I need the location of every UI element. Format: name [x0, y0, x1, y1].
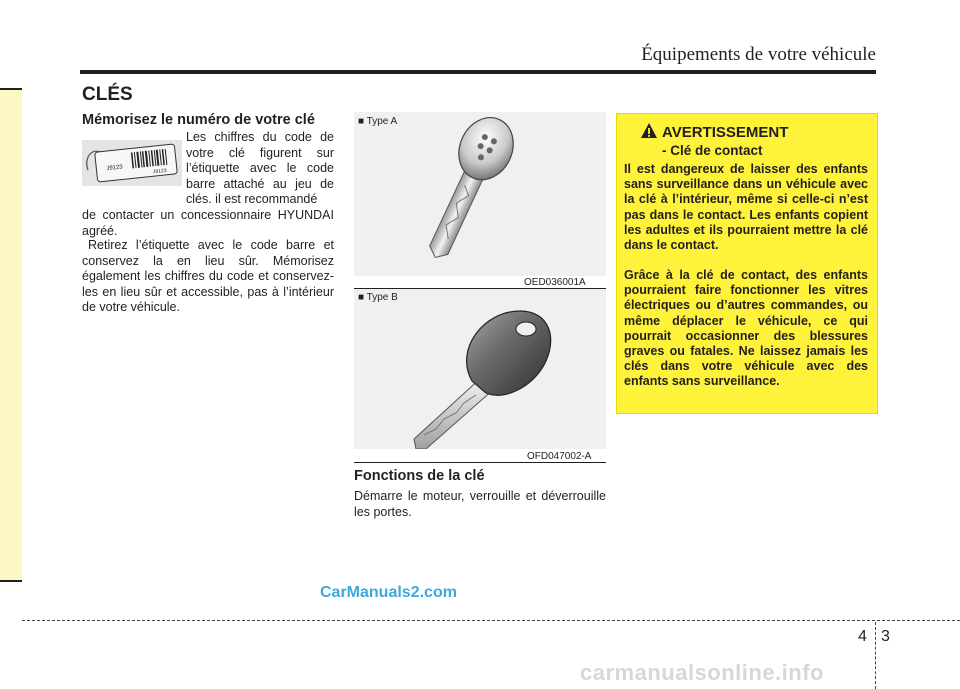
key-tag-illustration: [82, 140, 182, 186]
figure-type-a: [354, 112, 606, 276]
footer-dashed-rule: [22, 620, 960, 621]
figure-a-label: ■ Type A: [358, 116, 398, 127]
figure-b-rule: [354, 462, 606, 463]
page-number: 3: [881, 628, 890, 645]
key-type-a-illustration: [354, 112, 606, 276]
page-number-divider: [875, 622, 876, 689]
key-type-b-illustration: [354, 289, 606, 449]
key-functions-heading: Fonctions de la clé: [354, 468, 485, 484]
warning-title: AVERTISSEMENT: [662, 124, 789, 141]
warning-paragraph-1: Il est dangereux de laisser des enfants sans surveillance dans un véhicule avec la clé à l’intérieur, même si celle-ci n’est pas dans le contact. Les enfants copient les adultes et ils pourraient mettre la clé dans le contact.: [624, 162, 868, 253]
key-number-paragraph-2: Retirez l’étiquette avec le code barre et conservez la en lieu sûr. Mémorisez également les chiffres du code et conservez-les en lieu sûr et accessible, pas à l’intérieur de votre véhicule.: [82, 238, 334, 314]
key-number-paragraph-1a: Les chiffres du code de votre clé figurent sur l’étiquette avec le code barre attaché au jeu de clés. il est recommandé: [186, 130, 334, 206]
tag-code-right: J9123: [152, 167, 167, 176]
corner-mark-bottom: [0, 580, 22, 582]
warning-triangle-icon: [640, 122, 658, 139]
warning-paragraph-2: Grâce à la clé de contact, des enfants pourraient faire fonctionner les vitres électriques ou d’autres commandes, ou même déplacer le véhicule, ce qui pourrait occasionner des blessures graves ou fatales. Ne laissez jamais les clés dans votre véhicule avec des enfants sans surveillance.: [624, 268, 868, 389]
key-number-heading: Mémorisez le numéro de votre clé: [82, 112, 315, 128]
figure-type-b: [354, 289, 606, 449]
watermark-carmanuals2[interactable]: CarManuals2.com: [320, 584, 457, 601]
section-title: CLÉS: [82, 84, 133, 105]
key-functions-paragraph: Démarre le moteur, verrouille et déverrouille les portes.: [354, 489, 606, 519]
figure-b-label: ■ Type B: [358, 292, 398, 303]
tag-code-left: J9123: [106, 164, 124, 173]
corner-mark-top: [0, 88, 22, 90]
header-rule: [80, 70, 876, 74]
figure-a-code: OED036001A: [524, 277, 586, 288]
header-title: Équipements de votre véhicule: [641, 44, 876, 65]
key-number-paragraph-1b: de contacter un concessionnaire HYUNDAI agréé.: [82, 208, 334, 238]
page-chapter-number: 4: [858, 628, 867, 645]
warning-subtitle: - Clé de contact: [662, 143, 763, 158]
side-band: [0, 88, 22, 581]
watermark-carmanualsonline[interactable]: carmanualsonline.info: [580, 660, 824, 685]
figure-b-code: OFD047002-A: [527, 451, 592, 462]
